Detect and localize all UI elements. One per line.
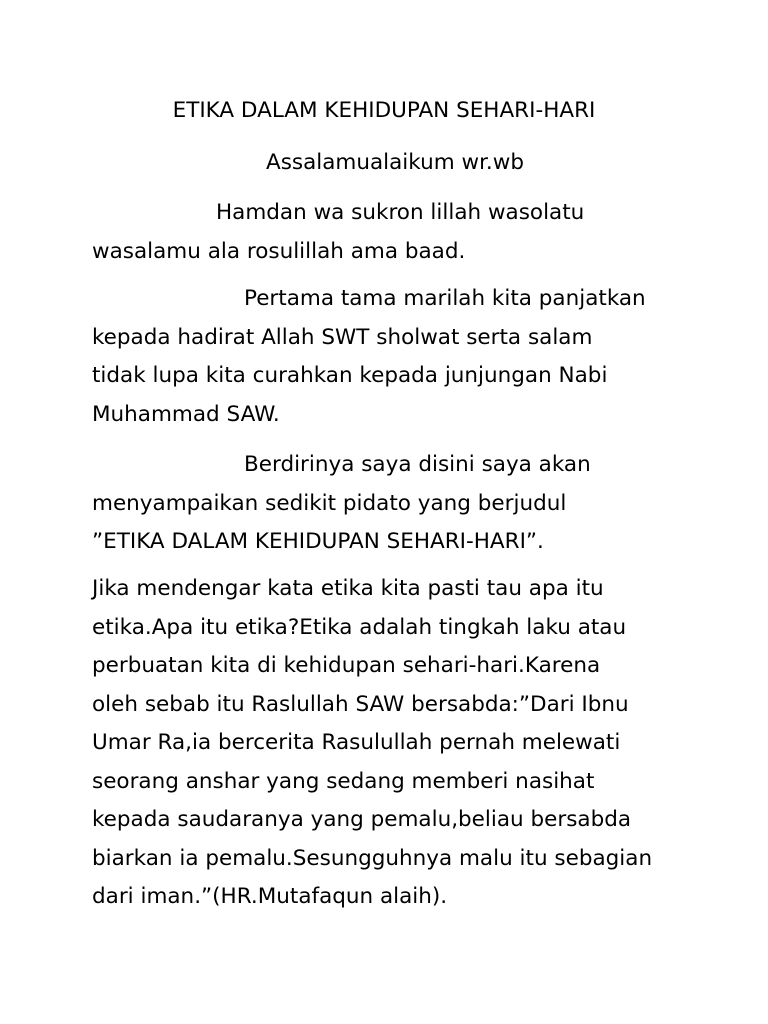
paragraph-line: dari iman.”(HR.Mutafaqun alaih).: [92, 884, 448, 909]
paragraph-line: etika.Apa itu etika?Etika adalah tingkah laku atau: [92, 614, 627, 640]
paragraph-line: wasalamu ala rosulillah ama baad.: [92, 238, 466, 264]
paragraph-body: [92, 570, 692, 917]
paragraph-line: ”ETIKA DALAM KEHIDUPAN SEHARI-HARI”.: [92, 529, 544, 554]
document-title: ETIKA DALAM KEHIDUPAN SEHARI-HARI: [172, 98, 596, 123]
paragraph-line: kepada hadirat Allah SWT sholwat serta salam: [92, 324, 593, 350]
paragraph-line: Pertama tama marilah kita panjatkan: [244, 286, 646, 311]
paragraph-line: Berdirinya saya disini saya akan: [244, 452, 591, 477]
greeting: Assalamualaikum wr.wb: [265, 150, 524, 175]
paragraph-line: menyampaikan sedikit pidato yang berjudul: [92, 490, 567, 516]
paragraph-line: oleh sebab itu Raslullah SAW bersabda:”Dari Ibnu: [92, 691, 629, 717]
paragraph-introduction: [92, 446, 692, 562]
paragraph-line: Muhammad SAW.: [92, 401, 280, 427]
paragraph-line: seorang anshar yang sedang memberi nasihat: [92, 768, 595, 794]
paragraph-line: Jika mendengar kata etika kita pasti tau apa itu: [92, 576, 604, 601]
paragraph-line: Hamdan wa sukron lillah wasolatu: [216, 200, 585, 225]
paragraph-line: Umar Ra,ia bercerita Rasulullah pernah melewati: [92, 730, 621, 755]
paragraph-line: biarkan ia pemalu.Sesungguhnya malu itu sebagian: [92, 845, 653, 871]
paragraph-line: perbuatan kita di kehidupan sehari-hari.Karena: [92, 653, 601, 678]
paragraph-opening: [92, 194, 692, 271]
paragraph-line: kepada saudaranya yang pemalu,beliau bersabda: [92, 807, 632, 832]
paragraph-gratitude: [92, 280, 692, 434]
paragraph-line: tidak lupa kita curahkan kepada junjungan Nabi: [92, 363, 608, 388]
